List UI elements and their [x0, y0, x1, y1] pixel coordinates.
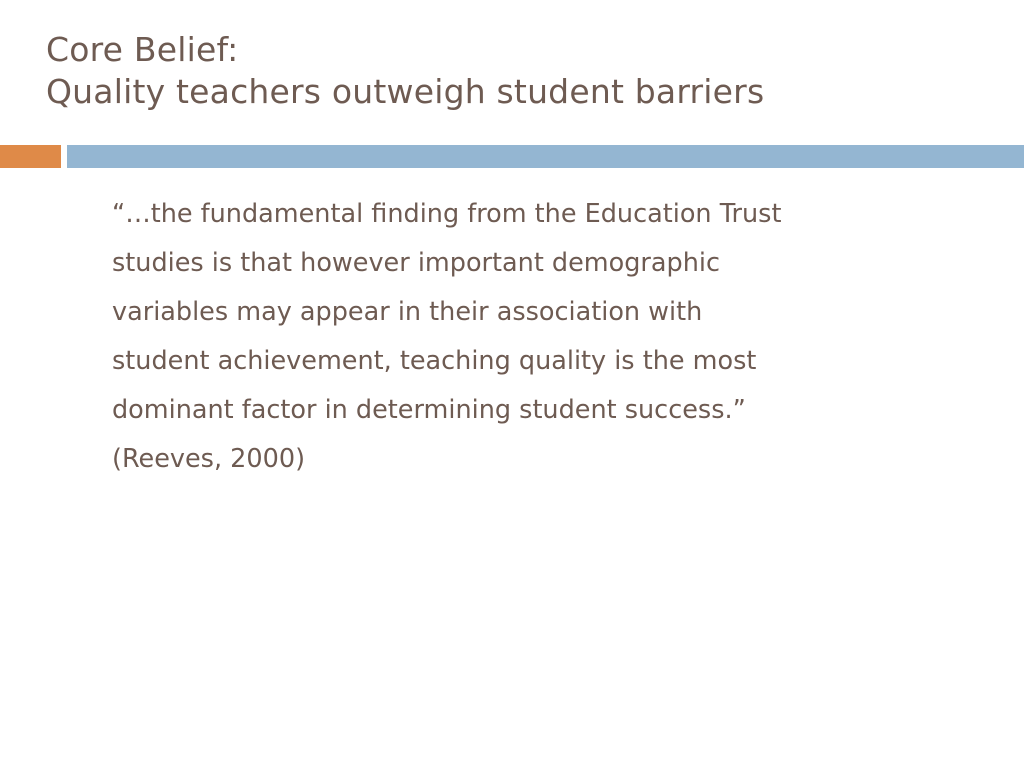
- slide-title: [46, 29, 1006, 113]
- quote-block: [112, 190, 992, 484]
- quote-line-5: dominant factor in determining student success.”: [112, 395, 746, 425]
- title-line-2: Quality teachers outweigh student barriers: [46, 72, 765, 111]
- quote-line-1: “…the fundamental finding from the Education Trust: [112, 199, 782, 229]
- title-line-1: Core Belief:: [46, 30, 239, 69]
- quote-line-4: student achievement, teaching quality is the most: [112, 346, 757, 376]
- accent-bar-blue: [67, 145, 1024, 168]
- accent-bar-orange: [0, 145, 61, 168]
- quote-line-3: variables may appear in their association with: [112, 297, 703, 327]
- quote-citation: (Reeves, 2000): [112, 444, 306, 474]
- quote-line-2: studies is that however important demographic: [112, 248, 720, 278]
